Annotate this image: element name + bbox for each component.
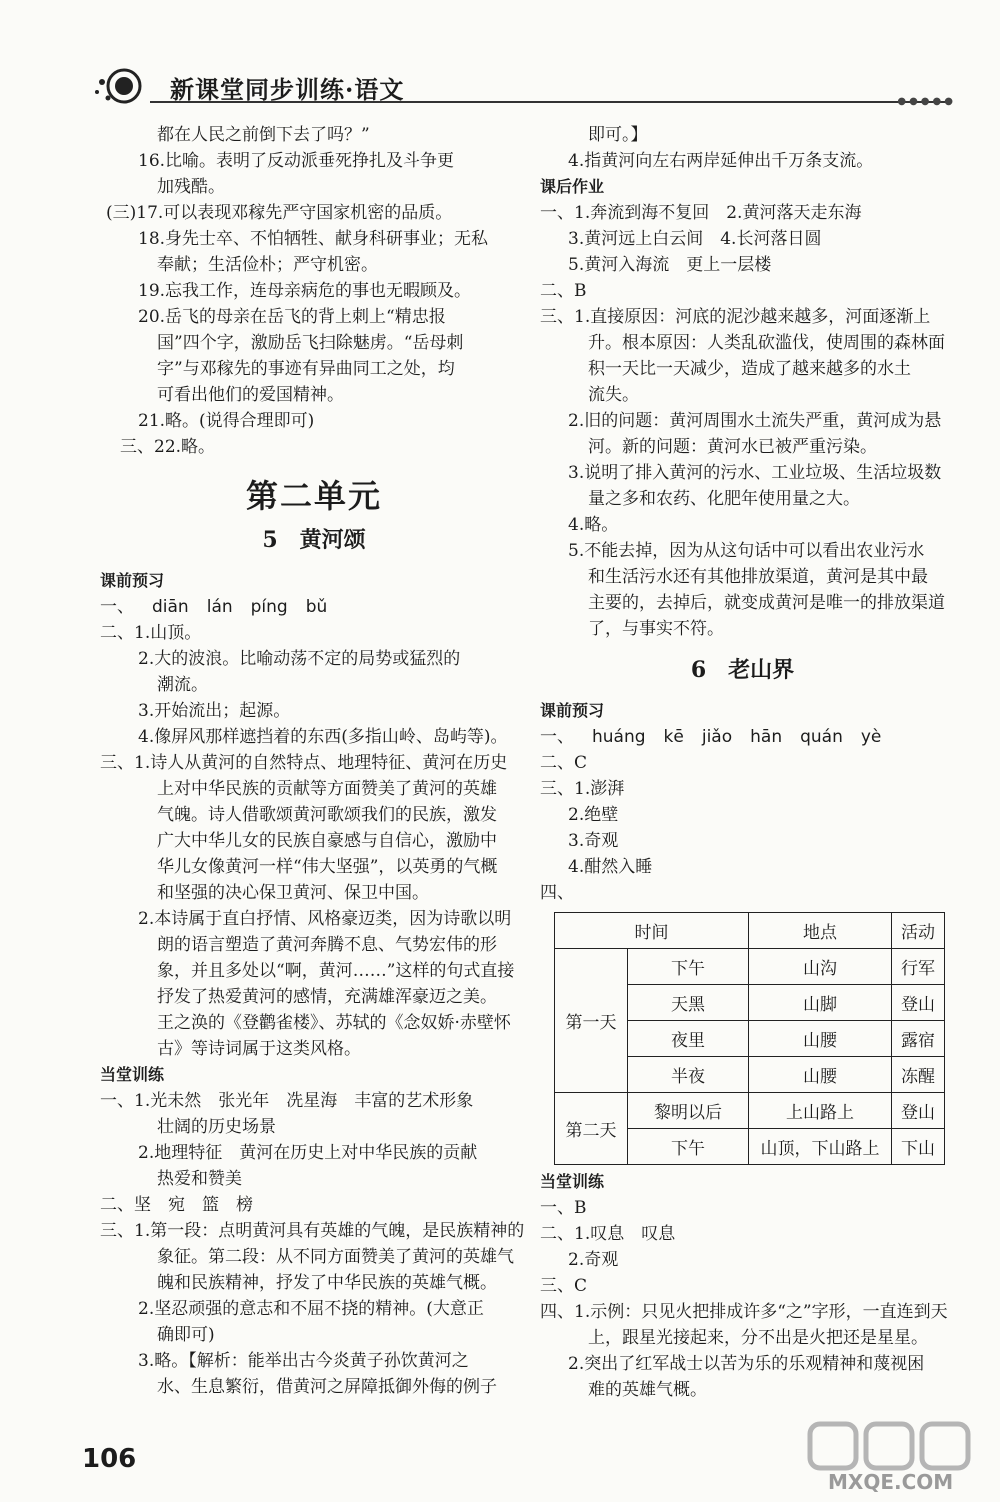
answer-line: 魄和民族精神，抒发了中华民族的英雄气概。: [157, 1273, 497, 1293]
answer-line: 一、1.奔流到海不复回 2.黄河落天走东海: [540, 203, 862, 223]
answer-line: 2.奇观: [568, 1250, 619, 1270]
section-heading: 当堂训练: [540, 1172, 605, 1191]
answer-line: 水、生息繁衍，借黄河之屏障抵御外侮的例子: [157, 1377, 497, 1397]
answer-line: 四、1.示例：只见火把排成许多“之”字形，一直连到天: [540, 1302, 948, 1322]
answer-line: 二、1.山顶。: [100, 623, 202, 643]
answer-line: 三、22.略。: [120, 437, 216, 457]
right-column: [540, 122, 948, 1403]
pinyin-syllable: jiǎo: [701, 727, 733, 747]
table-cell: 山顶，下山路上: [749, 1129, 892, 1165]
section-heading: 课前预习: [100, 571, 165, 590]
answer-line: 确即可): [157, 1325, 215, 1345]
table-header-cell: 活动: [892, 913, 945, 949]
header-dots-decoration: ●●●●●: [897, 96, 956, 107]
pinyin-syllable: quán: [800, 727, 843, 747]
answer-line: 主要的，去掉后，就变成黄河是唯一的排放渠道: [588, 593, 945, 613]
unit-title: 第二单元: [245, 477, 382, 515]
answer-line: 2.坚忍顽强的意志和不屈不挠的精神。(大意正: [138, 1299, 484, 1319]
lesson-title: 6 老山界: [690, 657, 795, 683]
answer-line: 积一天比一天减少，造成了越来越多的水土: [588, 359, 911, 379]
table-cell: 半夜: [628, 1057, 749, 1093]
table-cell: 上山路上: [749, 1093, 892, 1129]
answer-line: 象征。第二段：从不同方面赞美了黄河的英雄气: [157, 1247, 514, 1267]
pinyin-line: [540, 724, 945, 750]
pinyin-syllable: kē: [663, 727, 684, 747]
answer-line: 和生活污水还有其他排放渠道，黄河是其中最: [588, 567, 928, 587]
answer-line: 象，并且多处以“啊，黄河……”这样的句式直接: [157, 961, 515, 981]
table-header-cell: 地点: [749, 913, 892, 949]
answer-line: 19.忘我工作，连母亲病危的事也无暇顾及。: [138, 281, 472, 301]
logo-swirl-icon: [88, 64, 148, 108]
answer-line: 5.黄河入海流 更上一层楼: [568, 255, 772, 275]
answer-line: 奉献；生活俭朴；严守机密。: [157, 255, 378, 275]
answer-line: 国”四个字，激励岳飞扫除魅虏。“岳母刺: [157, 333, 464, 353]
answer-line: 16.比喻。表明了反动派垂死挣扎及斗争更: [138, 151, 455, 171]
answer-line: 都在人民之前倒下去了吗？”: [157, 125, 370, 145]
answer-line: 2.本诗属于直白抒情、风格豪迈类，因为诗歌以明: [138, 909, 512, 929]
answer-line: 2.突出了红军战士以苦为乐的乐观精神和蔑视困: [568, 1354, 925, 1374]
answer-line: 4.酣然入睡: [568, 857, 653, 877]
header-rule: [150, 101, 952, 103]
answer-line: 二、B: [540, 281, 587, 301]
answer-line: 3.说明了排入黄河的污水、工业垃圾、生活垃圾数: [568, 463, 942, 483]
answer-line: 气魄。诗人借歌颂黄河歌颂我们的民族，激发: [157, 805, 497, 825]
table-cell: 山沟: [749, 949, 892, 985]
answer-line: 上，跟星光接起来，分不出是火把还是星星。: [588, 1328, 928, 1348]
answer-line: 21.略。(说得合理即可): [138, 411, 315, 431]
left-column: [100, 122, 528, 1400]
table-header-cell: 时间: [555, 913, 749, 949]
answer-line: 王之涣的《登鹳雀楼》、苏轼的《念奴娇·赤壁怀: [157, 1013, 511, 1033]
answer-line: 3.奇观: [568, 831, 619, 851]
answer-line: 2.大的波浪。比喻动荡不定的局势或猛烈的: [138, 649, 461, 669]
answer-line: 三、1.直接原因：河底的泥沙越来越多，河面逐渐上: [540, 307, 931, 327]
page-number: 106: [82, 1444, 137, 1474]
section-heading: 当堂训练: [100, 1065, 165, 1084]
pinyin-syllable: píng: [250, 597, 288, 617]
table-cell: 山脚: [749, 985, 892, 1021]
table-cell: 天黑: [628, 985, 749, 1021]
answer-line: 3.黄河远上白云间 4.长河落日圆: [568, 229, 822, 249]
answer-line: 三、C: [540, 1276, 588, 1296]
table-cell: 下午: [628, 1129, 749, 1165]
answer-line: 字”与邓稼先的事迹有异曲同工之处，均: [157, 359, 455, 379]
watermark-text: MXQE.COM: [828, 1470, 954, 1494]
answer-line: 二、坚 宛 篮 榜: [100, 1195, 253, 1215]
answer-line: 2.地理特征 黄河在历史上对中华民族的贡献: [138, 1143, 478, 1163]
table-cell: 下午: [628, 949, 749, 985]
answer-line: 三、1.诗人从黄河的自然特点、地理特征、黄河在历史: [100, 753, 508, 773]
answer-line: 即可。】: [588, 125, 648, 145]
answer-line: 流失。: [588, 385, 639, 405]
answer-line: 5.不能去掉，因为从这句话中可以看出农业污水: [568, 541, 925, 561]
answer-line: 二、C: [540, 753, 588, 773]
answer-line: 2.旧的问题：黄河周围水土流失严重，黄河成为悬: [568, 411, 942, 431]
table-day-cell: 第二天: [555, 1093, 628, 1165]
pinyin-syllable: bǔ: [305, 597, 328, 617]
table-header-row: [555, 913, 945, 949]
answer-line: 18.身先士卒、不怕牺牲、献身科研事业；无私: [138, 229, 489, 249]
answer-line: 一、1.光未然 张光年 冼星海 丰富的艺术形象: [100, 1091, 474, 1111]
answer-line: 2.绝壁: [568, 805, 619, 825]
answer-line: 了，与事实不符。: [588, 619, 724, 639]
answer-line: 潮流。: [157, 675, 208, 695]
answer-line: 壮阔的历史场景: [157, 1117, 276, 1137]
answer-line: 20.岳飞的母亲在岳飞的背上刺上“精忠报: [138, 307, 446, 327]
pinyin-syllable: yè: [860, 727, 882, 747]
answer-line: 升。根本原因：人类乱砍滥伐，使周围的森林面: [588, 333, 945, 353]
page-header: [0, 0, 1000, 110]
table-day-cell: 第一天: [555, 949, 628, 1093]
answer-line: 难的英雄气概。: [588, 1380, 707, 1400]
table-cell: 夜里: [628, 1021, 749, 1057]
answer-line: 四、: [540, 883, 574, 903]
table-cell: 黎明以后: [628, 1093, 749, 1129]
answer-line: 三、1.第一段：点明黄河具有英雄的气魄，是民族精神的: [100, 1221, 525, 1241]
table-cell: 行军: [892, 949, 945, 985]
answer-line: 华儿女像黄河一样“伟大坚强”，以英勇的气概: [157, 857, 498, 877]
answer-line: 一、B: [540, 1198, 587, 1218]
answer-line: 古》等诗词属于这类风格。: [157, 1039, 361, 1059]
activity-table: [554, 912, 945, 1165]
answer-line: 可看出他们的爱国精神。: [157, 385, 344, 405]
answer-line: 三、1.澎湃: [540, 779, 625, 799]
table-cell: 山腰: [749, 1021, 892, 1057]
answer-line: 3.开始流出；起源。: [138, 701, 291, 721]
answer-line: 二、1.叹息 叹息: [540, 1224, 676, 1244]
table-cell: 山腰: [749, 1057, 892, 1093]
pinyin-syllable: hān: [750, 727, 783, 747]
pinyin-syllable: diān: [152, 597, 189, 617]
table-cell: 冻醒: [892, 1057, 945, 1093]
answer-line: 广大中华儿女的民族自豪感与自信心，激励中: [157, 831, 497, 851]
answer-line: 4.指黄河向左右两岸延伸出千万条支流。: [568, 151, 874, 171]
answer-line: 上对中华民族的贡献等方面赞美了黄河的英雄: [157, 779, 497, 799]
answer-line: 4.像屏风那样遮挡着的东西(多指山岭、岛屿等)。: [138, 727, 508, 747]
book-title: 新课堂同步训练·语文: [170, 75, 405, 104]
table-cell: 下山: [892, 1129, 945, 1165]
table-cell: 露宿: [892, 1021, 945, 1057]
answer-line: (三)17.可以表现邓稼先严守国家机密的品质。: [106, 203, 453, 223]
table-cell: 登山: [892, 985, 945, 1021]
table-row: [555, 949, 945, 985]
answer-line: 3.略。【解析：能举出古今炎黄子孙饮黄河之: [138, 1351, 469, 1371]
pinyin-syllable: huáng: [592, 727, 646, 747]
pinyin-syllable: lán: [206, 597, 233, 617]
answer-line: 量之多和农药、化肥年使用量之大。: [588, 489, 860, 509]
pinyin-prefix: 一、: [540, 727, 574, 747]
answer-line: 热爱和赞美: [157, 1169, 242, 1189]
pinyin-prefix: 一、: [100, 597, 134, 617]
answer-line: 抒发了热爱黄河的感情，充满雄浑豪迈之美。: [157, 987, 497, 1007]
section-heading: 课后作业: [540, 177, 605, 196]
section-heading: 课前预习: [540, 701, 605, 720]
table-cell: 登山: [892, 1093, 945, 1129]
answer-line: 加残酷。: [157, 177, 225, 197]
table-row: [555, 1093, 945, 1129]
answer-line: 河。新的问题：黄河水已被严重污染。: [588, 437, 877, 457]
answer-line: 朗的语言塑造了黄河奔腾不息、气势宏伟的形: [157, 935, 497, 955]
answer-line: 和坚强的决心保卫黄河、保卫中国。: [157, 883, 429, 903]
answer-line: 4.略。: [568, 515, 619, 535]
pinyin-line: [100, 594, 528, 620]
lesson-title: 5 黄河颂: [262, 527, 366, 553]
